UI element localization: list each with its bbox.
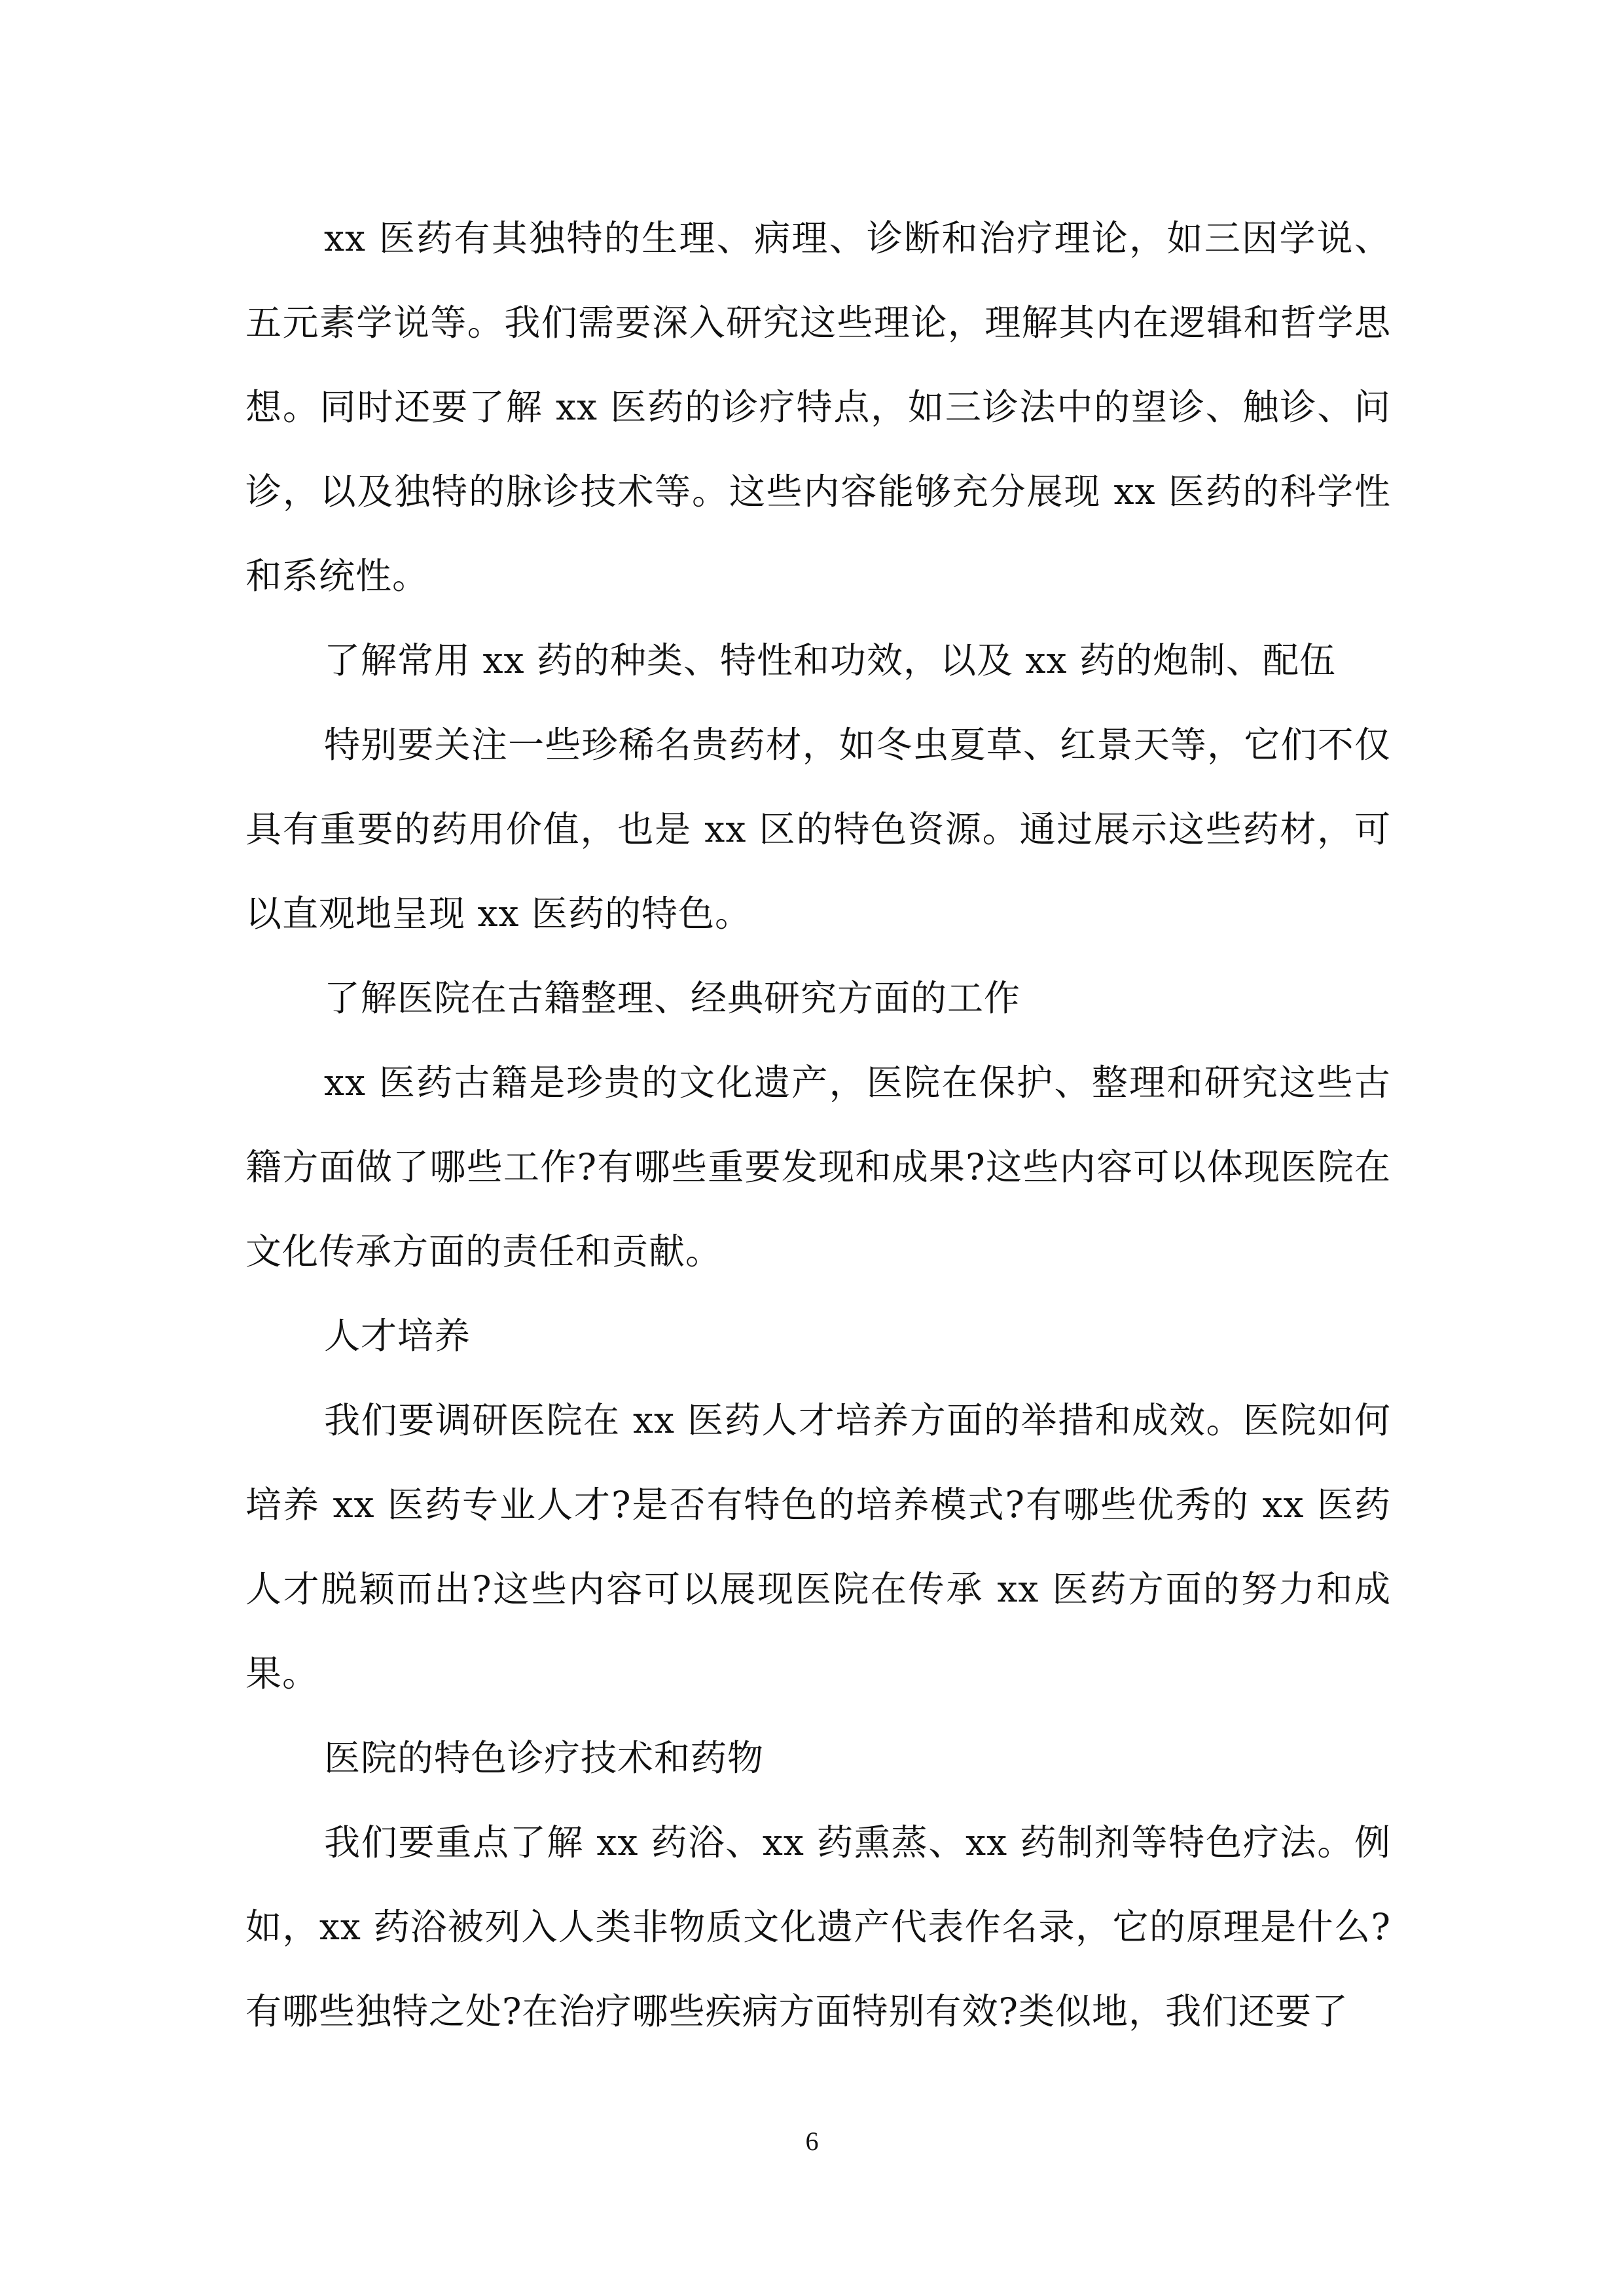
heading-talent-training: 人才培养 bbox=[324, 1315, 471, 1357]
paragraph-common-medicines: 了解常用 xx 药的种类、特性和功效，以及 xx 药的炮制、配伍 bbox=[324, 639, 1337, 681]
page-number: 6 bbox=[805, 2126, 819, 2156]
heading-ancient-books: 了解医院在古籍整理、经典研究方面的工作 bbox=[324, 977, 1021, 1019]
paragraph-rare-materials: 特别要关注一些珍稀名贵药材，如冬虫夏草、红景天等，它们不仅具有重要的药用价值，也是 xx 区的特色资源。通过展示这些药材，可以直观地呈现 xx 医药的特色。 bbox=[245, 724, 1391, 935]
paragraph-ancient-books: xx 医药古籍是珍贵的文化遗产，医院在保护、整理和研究这些古籍方面做了哪些工作?有哪些重要发现和成果?这些内容可以体现医院在文化传承方面的责任和贡献。 bbox=[245, 1062, 1391, 1272]
paragraph-special-treatments: 我们要重点了解 xx 药浴、xx 药熏蒸、xx 药制剂等特色疗法。例如，xx 药浴被列入人类非物质文化遗产代表作名录，它的原理是什么?有哪些独特之处?在治疗哪些疾病方面特别有效?类似地，我们还要了 bbox=[245, 1821, 1391, 2032]
paragraph-theory: xx 医药有其独特的生理、病理、诊断和治疗理论，如三因学说、五元素学说等。我们需要深入研究这些理论，理解其内在逻辑和哲学思想。同时还要了解 xx 医药的诊疗特点，如三诊法中的望诊、触诊、问诊，以及独特的脉诊技术等。这些内容能够充分展现 xx 医药的科学性和系统性。 bbox=[245, 217, 1391, 597]
heading-special-treatments: 医院的特色诊疗技术和药物 bbox=[324, 1737, 765, 1779]
paragraph-talent-training: 我们要调研医院在 xx 医药人才培养方面的举措和成效。医院如何培养 xx 医药专业人才?是否有特色的培养模式?有哪些优秀的 xx 医药人才脱颖而出?这些内容可以展现医院在传承 xx 医药方面的努力和成果。 bbox=[245, 1399, 1391, 1695]
